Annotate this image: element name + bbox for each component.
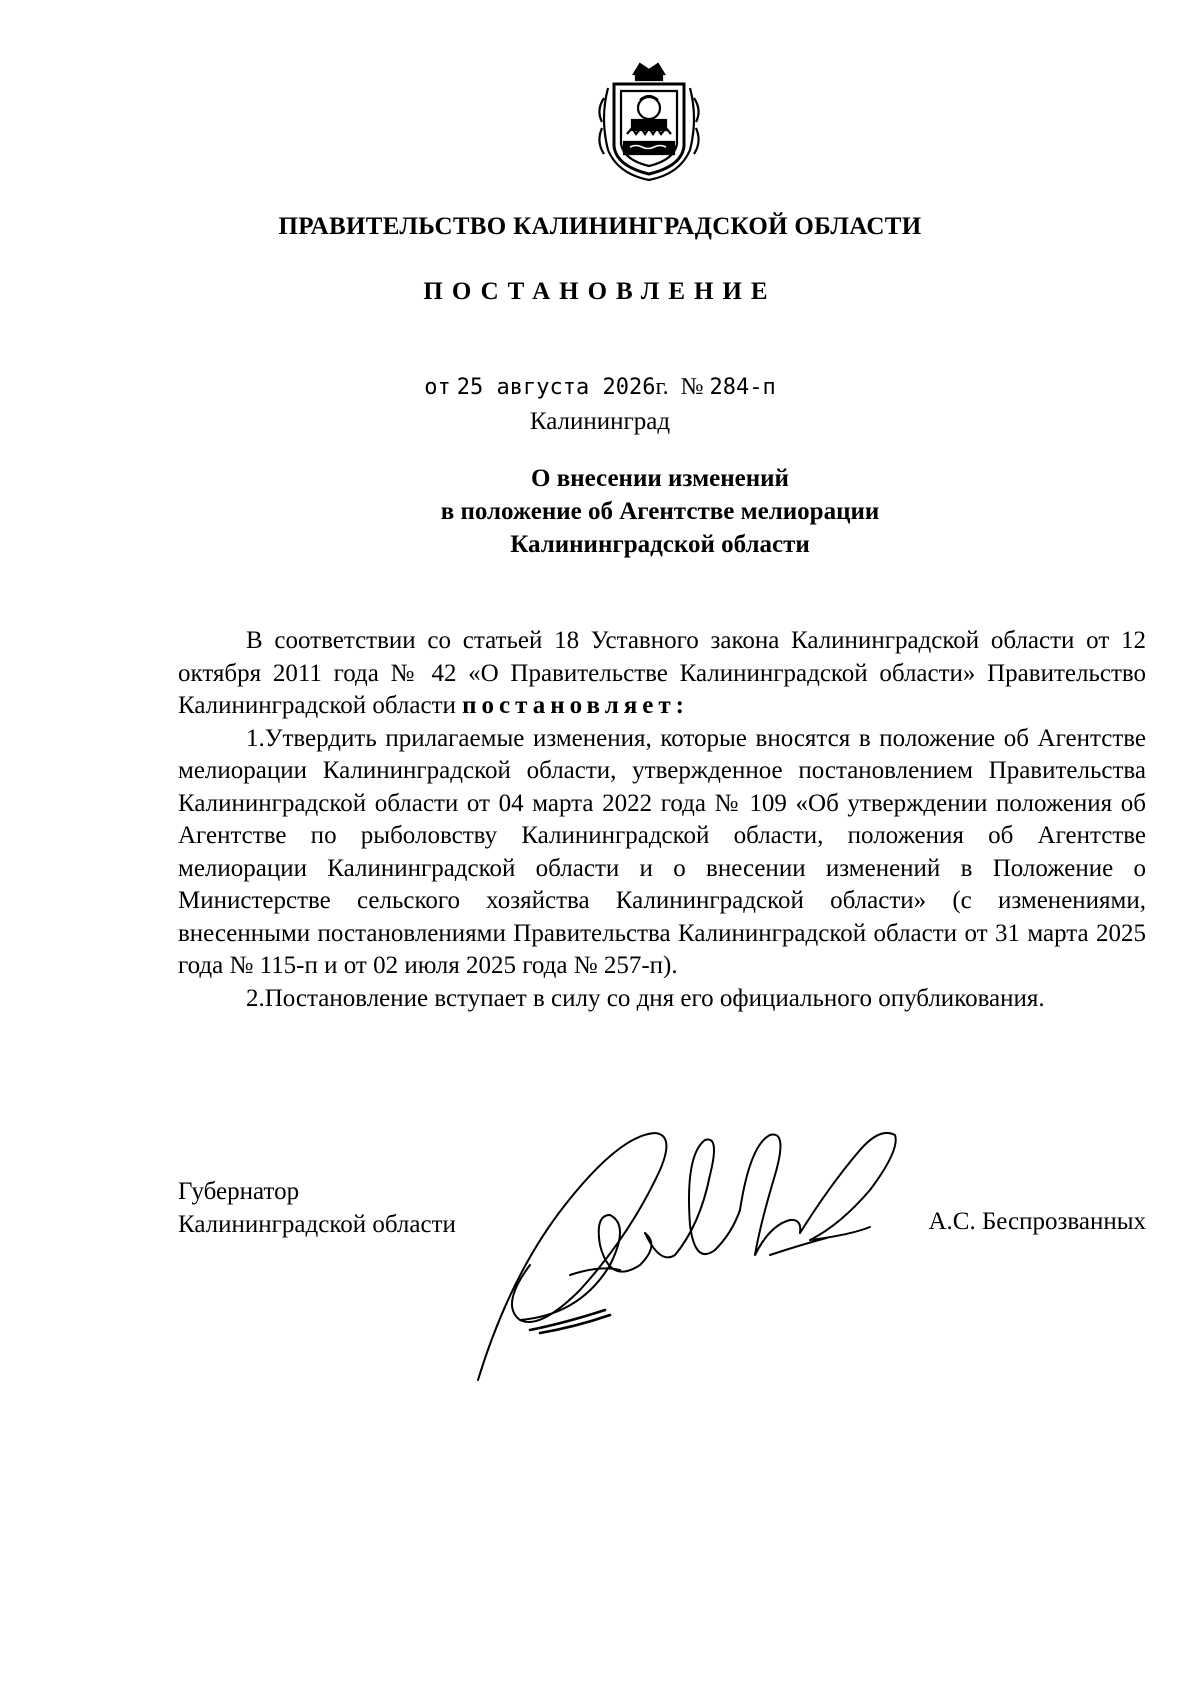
item-text: Утвердить прилагаемые изменения, которые вносятся в положение об Агентстве мелиорации Калининградской области, утвержденное постановлением Правительства Калининградской области от 04 марта 2022 года № 109 «Об утверждении положения об Агентстве по рыболовству Калининградской области, положения об Агентстве мелиорации Калининградской области и о внесении изменений в Положение о Министерстве сельского хозяйства Калининградской области» (с изменениями, внесенными постановлениями Правительства Калининградской области от 31 марта 2025 года № 115-п и от 02 июля 2025 года № 257-п). [178,724,1146,979]
coat-of-arms-icon [594,58,704,183]
title-line: в положение об Агентстве мелиорации [440,498,880,525]
city: Калининград [529,408,671,435]
position-line: Губернатор [178,1178,300,1205]
title-line: О внесении изменений [531,465,789,492]
item-text: Постановление вступает в силу со дня его официального опубликования. [264,984,1045,1012]
date-prefix: от [424,375,451,400]
handwritten-signature [470,1115,930,1385]
document-title [380,462,940,561]
item-2 [178,983,1146,1016]
signatory-name: А.С. Беспрозванных [928,1208,1146,1235]
date-number-line [0,374,1200,401]
position-line: Калининградской области [178,1211,456,1238]
item-number: 1. [246,724,265,752]
organization-name: ПРАВИТЕЛЬСТВО КАЛИНИНГРАДСКОЙ ОБЛАСТИ [278,213,922,240]
signatory-position [178,1175,456,1241]
preamble-paragraph [178,625,1146,723]
document-number: 284-п [709,375,776,400]
document-body [178,625,1146,1015]
item-1 [178,723,1146,983]
item-number: 2. [246,984,265,1012]
title-line: Калининградской области [510,531,810,558]
number-sign: № [680,374,704,400]
year-suffix: г. [655,374,669,400]
decree-word: постановляет: [462,692,689,719]
preamble-text: В соответствии со статьей 18 Уставного закона Калининградской области от 12 октября 2011 года № 42 «О Правительстве Калининградской области» Правительство Калининградской области [178,627,1146,719]
date-value: 25 августа 2026 [456,375,656,400]
document-type: ПОСТАНОВЛЕНИЕ [423,278,777,305]
